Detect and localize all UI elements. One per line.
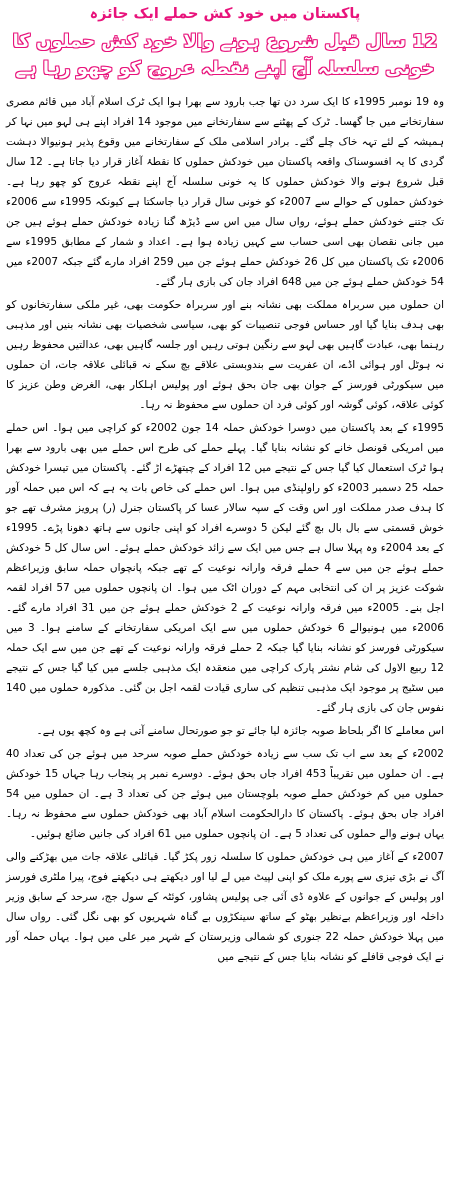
article-paragraph: 1995ء کے بعد پاکستان میں دوسرا خودکش حملہ 14 جون 2002ء کو کراچی میں ہوا۔ اس حملے میں امریکی قونصل خانے کو نشانہ بنایا گیا۔ پہلے حملے کی طرح اس حملے میں بھی بارود سے بھرا ہوا ٹرک استعمال کیا گیا جس کے نتیجے میں 12 افراد کے چیتھڑے اڑ گئے۔ پاکستان میں تیسرا خودکش حملہ 25 دسمبر 2003ء کو راولپنڈی میں ہوا۔ اس حملے کی خاص بات یہ ہے کہ اس میں حملہ آور کا ہدف صدر مملکت اور اس وقت کے سپہ سالار عسا کر پاکستان جنرل (ر) پرویز مشرف تھے جو خوش قسمتی سے بال بال بچ گئے لیکن 5 دوسرے افراد کو اپنی جانوں سے ہاتھ دھونا پڑے۔ 1995ء کے بعد 2004ء وہ پہلا سال ہے جس میں ایک سے زائد خودکش حملے ہوئے۔ اس سال کل 5 خودکش حملے ہوئے جن میں سے 4 حملے فرقہ وارانہ نوعیت کے تھے جبکہ پانچواں حملہ سابق وزیراعظم شوکت عزیز پر ان کی انتخابی مہم کے دوران اٹک میں ہوا۔ ان پانچوں حملوں میں 57 افراد لقمہ اجل بنے۔ 2005ء میں فرقہ وارانہ نوعیت کے 2 خودکش حملے ہوئے جن میں 31 افراد مارے گئے۔ 2006ء میں ہونیوالے 6 خودکش حملوں میں سے ایک امریکی سفارتخانے کے سامنے ہوا۔ 3 میں سیکورٹی فورسز کو نشانہ بنایا گیا جبکہ 2 حملے فرقہ وارانہ نوعیت کے تھے جن میں سے ایک حملہ 12 ربیع الاول کی شام نشتر پارک کراچی میں منعقدہ ایک مذہبی جلسے میں کیا گیا جس کے نتیجے میں سٹیج پر موجود ایک مذہبی تنظیم کی ساری قیادت لقمہ اجل بن گئی۔ مذکورہ حملوں میں 140 نفوس جان کی بازی ہار گئے۔ [6, 422, 445, 714]
section-kicker: پاکستان میں خود کش حملے ایک جائزہ [89, 6, 361, 22]
article-paragraph: 2002ء کے بعد سے اب تک سب سے زیادہ خودکش حملے صوبہ سرحد میں ہوئے جن کی تعداد 40 ہے۔ ان حملوں میں تقریباً 453 افراد جاں بحق ہوئے۔ دوسرے نمبر پر پنجاب رہا جہاں 15 خودکش حملوں میں کم خودکش حملے صوبہ بلوچستان میں ہوئے جن کی تعداد 3 ہے۔ ان حملوں میں 54 افراد جاں بحق ہوئے۔ پاکستان کا دارالحکومت اسلام آباد بھی خودکش حملوں سے محفوظ نہ رہا۔ یہاں ہونے والے حملوں کی تعداد 5 ہے۔ ان پانچوں حملوں میں 61 افراد کی جانیں ضائع ہوئیں۔ [6, 748, 444, 840]
article-headline [6, 28, 444, 82]
article-body [6, 92, 444, 967]
headline-line-1: 12 سال قبل شروع ہونے والا خود کش حملوں کا [12, 31, 438, 52]
article-paragraph: 2007ء کے آغاز میں ہی خودکش حملوں کا سلسلہ زور پکڑ گیا۔ قبائلی علاقہ جات میں بھڑکنے والی آگ نے بڑی تیزی سے پورے ملک کو اپنی لپیٹ میں لے لیا اور دیکھتے ہی دیکھتے فوج، پیرا ملٹری فورسز اور پولیس کے جوانوں کے علاوہ ڈی آئی جی پولیس پشاور، کوئٹہ کے سول جج، سرحد کے سابق وزیر داخلہ اور وزیراعظم بےنظیر بھٹو کے ساتھ سینکڑوں بے گناہ شہریوں کو بھی نگل گئی۔ رواں سال میں پہلا خودکش حملہ 22 جنوری کو شمالی وزیرستان کے شہر میر علی میں ہوا۔ یہاں حملہ آور نے ایک فوجی قافلے کو نشانہ بنایا جس کے نتیجے میں [6, 851, 444, 963]
article-paragraph: وہ 19 نومبر 1995ء کا ایک سرد دن تھا جب بارود سے بھرا ہوا ایک ٹرک اسلام آباد میں قائم مصری سفارتخانے میں جا گھسا۔ ٹرک کے پھٹنے سے سفارتخانے میں موجود 14 افراد اپنے ہی لہو میں نہا کر ہمیشہ کے لئے تہہ خاک چلے گئے۔ برادر اسلامی ملک کے سفارتخانے میں وقوع پذیر ہونیوالا دہشت گردی کا یہ افسوسناک واقعہ پاکستان میں خودکش حملوں کا نقطۂ آغاز قرار دیا جاتا ہے۔ 12 سال قبل شروع ہونے والا خودکش حملوں کا یہ خونی سلسلہ آج اپنے نقطہ عروج کو چھو رہا ہے۔ خودکش حملوں کے حوالے سے 2007ء کو خونی سال قرار دیا جاسکتا ہے کیونکہ 1995ء سے 2006ء تک جتنے خودکش حملے ہوئے، رواں سال میں اس سے ڈیڑھ گنا زیادہ خودکش حملے ہوئے ہیں جن میں جانی نقصان بھی اسی حساب سے کہیں زیادہ ہوا ہے۔ اعداد و شمار کے مطابق 1995ء سے 2006ء تک پاکستان میں کل 26 خودکش حملے ہوئے جن میں 259 افراد مارے گئے جبکہ 2007ء میں 54 خودکش حملے ہوئے جن میں 648 افراد جان کی بازی ہار گئے۔ [6, 96, 445, 288]
article-paragraph: ان حملوں میں سربراہ مملکت بھی نشانہ بنے اور سربراہ حکومت بھی، غیر ملکی سفارتخانوں کو بھی ہدف بنایا گیا اور حساس فوجی تنصیبات کو بھی، سیاسی شخصیات بھی نشانہ بنیں اور مذہبی رہنما بھی، عبادت گاہیں بھی لہو سے رنگین ہوتی رہیں اور جلسہ گاہیں بھی، عدالتیں محفوظ رہیں نہ ہوٹل اور ہوائی اڈے، ان عفریت سے بندوبستی علاقے بچ سکے نہ قبائلی علاقہ جات، ان حملوں میں سیکورٹی فورسز کے جوان بھی جان بحق ہوئے اور پولیس اہلکار بھی، الغرض وطن عزیز کا کوئی علاقہ، کوئی گوشہ اور کوئی فرد ان حملوں سے محفوظ نہ رہا۔ [6, 299, 444, 411]
headline-line-2: خونی سلسلہ آج اپنے نقطہ عروج کو چھو رہا ہے [15, 58, 435, 79]
article-paragraph: اس معاملے کا اگر بلحاظ صوبہ جائزہ لیا جائے تو جو صورتحال سامنے آتی ہے وہ کچھ یوں ہے۔ [36, 725, 444, 737]
